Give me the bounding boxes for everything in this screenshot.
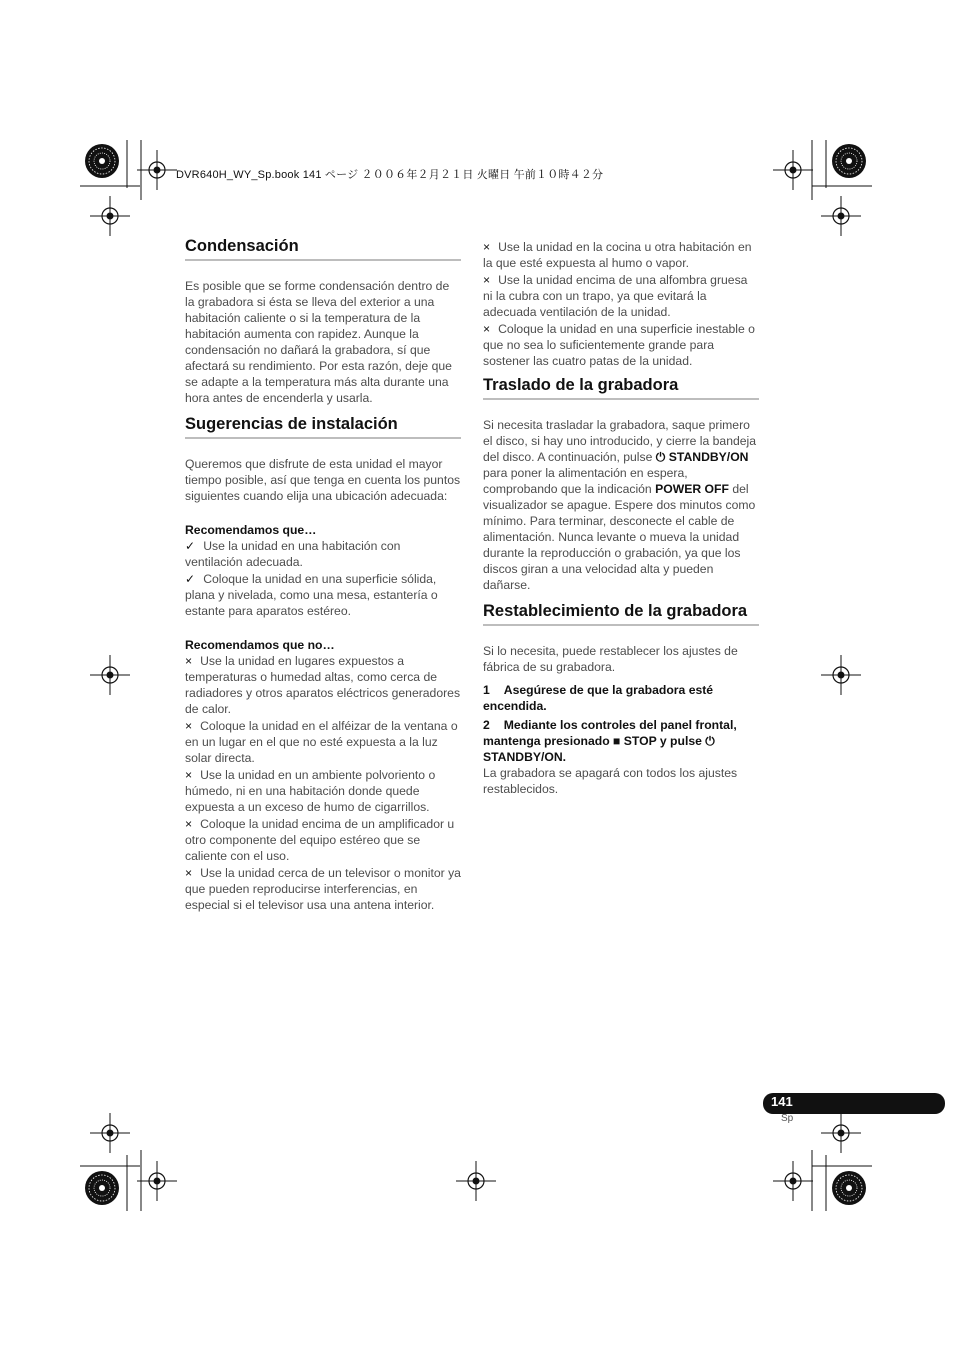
check-icon: ✓: [185, 539, 196, 553]
book-header-line: DVR640H_WY_Sp.book 141 ページ ２００６年２月２１日 火曜日 午前１０時４２分: [176, 169, 604, 181]
heading-sugerencias: Sugerencias de instalación: [185, 414, 461, 439]
do-heading: Recomendamos que…: [185, 523, 317, 537]
step-1: 1 Asegúrese de que la grabadora esté encendida.: [483, 683, 714, 713]
standby-on-label: ⏻ STANDBY/ON: [655, 450, 749, 464]
do-item: ✓ Use la unidad en una habitación con ventilación adecuada.: [185, 539, 401, 569]
dont-heading: Recomendamos que no…: [185, 638, 335, 652]
restablecimiento-intro: Si lo necesita, puede restablecer los ajustes de fábrica de su grabadora.: [483, 644, 738, 674]
crosshair-icon: [773, 1161, 813, 1201]
heading-restablecimiento: Restablecimiento de la grabadora: [483, 601, 759, 626]
cross-icon: ×: [483, 273, 491, 287]
page-number: 141: [771, 1094, 793, 1109]
language-label: Sp: [781, 1113, 794, 1124]
registration-wheel-icon: [832, 144, 866, 178]
dont-item: × Coloque la unidad en una superficie inestable o que no sea lo suficientemente grande para sostener las cuatro patas de la unidad.: [483, 322, 755, 368]
crosshair-icon: [821, 1113, 861, 1153]
cross-icon: ×: [185, 768, 193, 782]
crosshair-icon: [821, 655, 861, 695]
traslado-body: Si necesita trasladar la grabadora, saque primero el disco, si hay uno introducido, y cierre la bandeja del disco. A continuación, pulse ⏻ STANDBY/ON para poner la alimentación en espera, comprobando que la indicación POWER OFF del visualizador se apague. Espere dos minutos como mínimo. Para terminar, desconecte el cable de alimentación. Nunca levante o mueva la unidad durante la reproducción o grabación, ya que los discos giran a una velocidad alta y pueden dañarse.: [483, 418, 757, 592]
right-column: [483, 239, 759, 797]
registration-wheel-icon: [85, 144, 119, 178]
sugerencias-intro: Queremos que disfrute de esta unidad el mayor tiempo posible, así que tenga en cuenta los puntos siguientes cuando elija una ubicación adecuada:: [185, 457, 461, 503]
check-icon: ✓: [185, 572, 196, 586]
crosshair-icon: [137, 1161, 177, 1201]
dont-item: × Use la unidad en la cocina u otra habitación en la que esté expuesta al humo o vapor.: [483, 240, 752, 270]
left-column: [185, 236, 461, 913]
cross-icon: ×: [185, 817, 193, 831]
restablecimiento-result: La grabadora se apagará con todos los ajustes restablecidos.: [483, 766, 738, 796]
dont-item: × Coloque la unidad en el alféizar de la ventana o en un lugar en el que no esté expuesta a la luz solar directa.: [185, 719, 458, 765]
cross-icon: ×: [185, 719, 193, 733]
heading-condensacion: Condensación: [185, 236, 461, 261]
crosshair-icon: [90, 655, 130, 695]
crosshair-icon: [773, 150, 813, 190]
heading-traslado: Traslado de la grabadora: [483, 375, 759, 400]
power-off-label: POWER OFF: [655, 482, 729, 496]
cross-icon: ×: [185, 654, 193, 668]
crosshair-icon: [456, 1161, 496, 1201]
dont-item: × Use la unidad en un ambiente polvoriento o húmedo, ni en una habitación donde quede expuesta a un exceso de humo de cigarrillos.: [185, 768, 436, 814]
registration-wheel-icon: [85, 1171, 119, 1205]
condensacion-body: Es posible que se forme condensación dentro de la grabadora si ésta se lleva del exterior a una habitación caliente o si la temperatura de la habitación aumenta con rapidez. Aunque la condensación no dañará la grabadora, sí que afectará su rendimiento. Por esta razón, deje que se adapte a la temperatura más alta durante una hora antes de encenderla y usarla.: [185, 279, 452, 405]
crosshair-icon: [90, 196, 130, 236]
dont-item: × Use la unidad encima de una alfombra gruesa ni la cubra con un trapo, ya que evitará la adecuada ventilación de la unidad.: [483, 273, 748, 319]
do-item: ✓ Coloque la unidad en una superficie sólida, plana y nivelada, como una mesa, estantería o estante para aparatos estéreo.: [185, 572, 438, 618]
crosshair-icon: [821, 196, 861, 236]
step-2: 2 Mediante los controles del panel frontal, mantenga presionado ■ STOP y pulse ⏻ STANDBY/ON.: [483, 718, 737, 764]
crosshair-icon: [137, 150, 177, 190]
crosshair-icon: [90, 1113, 130, 1153]
cross-icon: ×: [483, 240, 491, 254]
dont-item: × Coloque la unidad encima de un amplificador u otro componente del equipo estéreo que se caliente con el uso.: [185, 817, 455, 863]
registration-wheel-icon: [832, 1171, 866, 1205]
dont-item: × Use la unidad cerca de un televisor o monitor ya que pueden reproducirse interferencias, en especial si el televisor usa una antena interior.: [185, 866, 461, 912]
dont-item: × Use la unidad en lugares expuestos a temperaturas o humedad altas, como cerca de radiadores y otros aparatos eléctricos generadores de calor.: [185, 654, 461, 716]
cross-icon: ×: [483, 322, 491, 336]
cross-icon: ×: [185, 866, 193, 880]
